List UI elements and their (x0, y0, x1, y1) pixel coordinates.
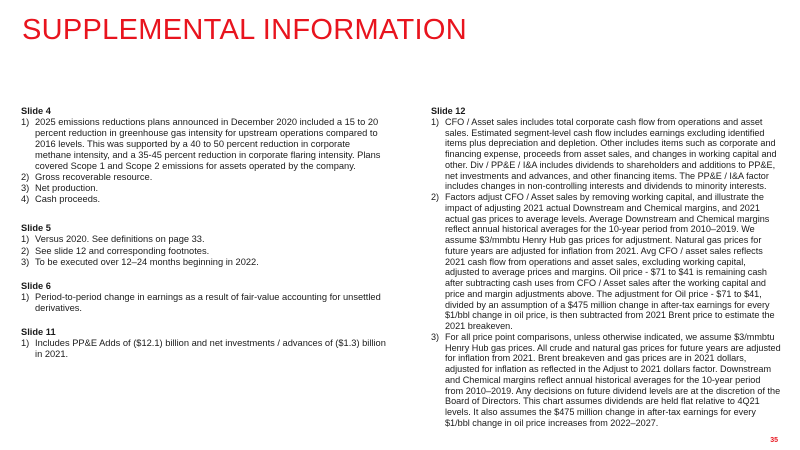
page-number: 35 (770, 437, 778, 444)
section-heading: Slide 12 (431, 106, 466, 116)
page-title: SUPPLEMENTAL INFORMATION (22, 14, 467, 46)
footnote-item (21, 338, 386, 360)
footnote-text: 2025 emissions reductions plans announced in December 2020 included a 15 to 20 percent reduction in greenhouse gas intensity for upstream operations compared to 2016 levels. This was supported by a 40 to 50 percent reduction in corporate methane intensity, and a 35-45 percent reduction in corporate flaring intensity. Plans covered Scope 1 and Scope 2 emissions for assets operated by the company. (35, 117, 381, 172)
footnote-text: To be executed over 12–24 months beginning in 2022. (35, 256, 259, 267)
left-column (21, 106, 386, 373)
footnote-number: 1) (21, 234, 30, 245)
footnote-list (21, 117, 386, 205)
footnote-item (21, 246, 386, 257)
footnote-number: 1) (21, 337, 30, 348)
footnote-text: See slide 12 and corresponding footnotes. (35, 245, 210, 256)
footnote-number: 2) (21, 245, 30, 256)
footnote-list (21, 338, 386, 360)
footnote-list (21, 234, 386, 267)
section-slide-12 (431, 106, 781, 429)
footnote-number: 3) (21, 183, 30, 194)
footnote-number: 4) (21, 194, 30, 205)
footnote-text: Gross recoverable resource. (35, 172, 153, 183)
section-slide-11 (21, 327, 386, 360)
footnote-item (21, 234, 386, 245)
footnote-text: CFO / Asset sales includes total corporate cash flow from operations and asset sales. Estimated segment-level cash flow includes earnings excluding identified items plus depreciation and depletion. Other includes items such as corporate and financing expense, proceeds from asset sales, and changes in working capital and other. Div / PP&E / I&A includes dividends to shareholders and additions to PP&E, net investments and advances, and other financing items. The PP&E / I&A factor includes changes in non-controlling interests and dividends to minority interests. (445, 116, 777, 192)
right-column (431, 106, 781, 442)
footnote-item (431, 192, 781, 332)
section-heading: Slide 4 (21, 106, 51, 116)
footnote-item (21, 183, 386, 194)
footnote-number: 1) (21, 117, 30, 128)
section-slide-5 (21, 223, 386, 267)
footnote-number: 1) (21, 291, 30, 302)
footnote-text: Net production. (35, 183, 99, 194)
footnote-text: Includes PP&E Adds of ($12.1) billion and net investments / advances of ($1.3) billion in 2021. (35, 337, 386, 359)
section-heading: Slide 11 (21, 326, 56, 337)
footnote-text: Versus 2020. See definitions on page 33. (35, 234, 205, 245)
section-heading: Slide 5 (21, 223, 51, 234)
footnote-item (431, 117, 781, 192)
footnote-number: 2) (21, 172, 30, 183)
section-slide-4 (21, 106, 386, 205)
footnote-list (21, 292, 386, 314)
footnote-number: 3) (21, 256, 30, 267)
section-slide-6 (21, 281, 386, 314)
footnote-text: For all price point comparisons, unless otherwise indicated, we assume $3/mmbtu Henry Hub gas prices. All crude and natural gas prices for future years are adjusted for inflation from 2021. Brent breakeven and gas prices are in 2021 dollars, adjusted for inflation as reflected in the Adjust to 2021 dollars factor. Downstream and Chemical margins reflect annual historical averages for the 10-year period from 2010–2019. Any decisions on future dividend levels are at the discretion of the Board of Directors. This chart assumes dividends are held flat relative to 4Q21 levels. It also assumes the $475 million change in after-tax earnings for every $1/bbl change in oil price increases from 2022–2027. (445, 331, 781, 428)
footnote-number: 1) (431, 116, 440, 127)
section-heading: Slide 6 (21, 280, 51, 291)
footnote-text: Period-to-period change in earnings as a result of fair-value accounting for unsettled derivatives. (35, 291, 381, 313)
footnote-item (21, 194, 386, 205)
footnote-item (21, 292, 386, 314)
footnote-text: Cash proceeds. (35, 194, 101, 205)
footnote-number: 2) (431, 192, 440, 202)
footnote-list (431, 117, 781, 429)
footnote-item (21, 117, 386, 172)
footnote-item (21, 257, 386, 268)
footnote-number: 3) (431, 331, 440, 342)
footnote-text: Factors adjust CFO / Asset sales by removing working capital, and illustrate the impact of adjusting 2021 actual Downstream and Chemical margins, and 2021 actual gas prices to average levels. Average Downstream and Chemical margins reflect annual historical averages for the 10-year period from 2010–2019. We assume $3/mmbtu Henry Hub gas prices for adjustment. Natural gas prices for future years are adjusted for inflation from 2021. Avg CFO / asset sales reflects 2021 cash flow from operations and asset sales, excluding working capital, adjusted to average prices and margins. Oil price - $71 to $41 is remaining cash after subtracting cash uses from CFO / Asset sales after the working capital and price and margin adjustments above. The adjustment for Oil price - $71 to $41, divided by an assumption of a $475 million change in after-tax earnings for every $1/bbl change in oil price, is then subtracted from 2021 Brent price to estimate the 2021 breakeven. (445, 192, 775, 331)
footnote-item (431, 332, 781, 429)
footnote-item (21, 172, 386, 183)
